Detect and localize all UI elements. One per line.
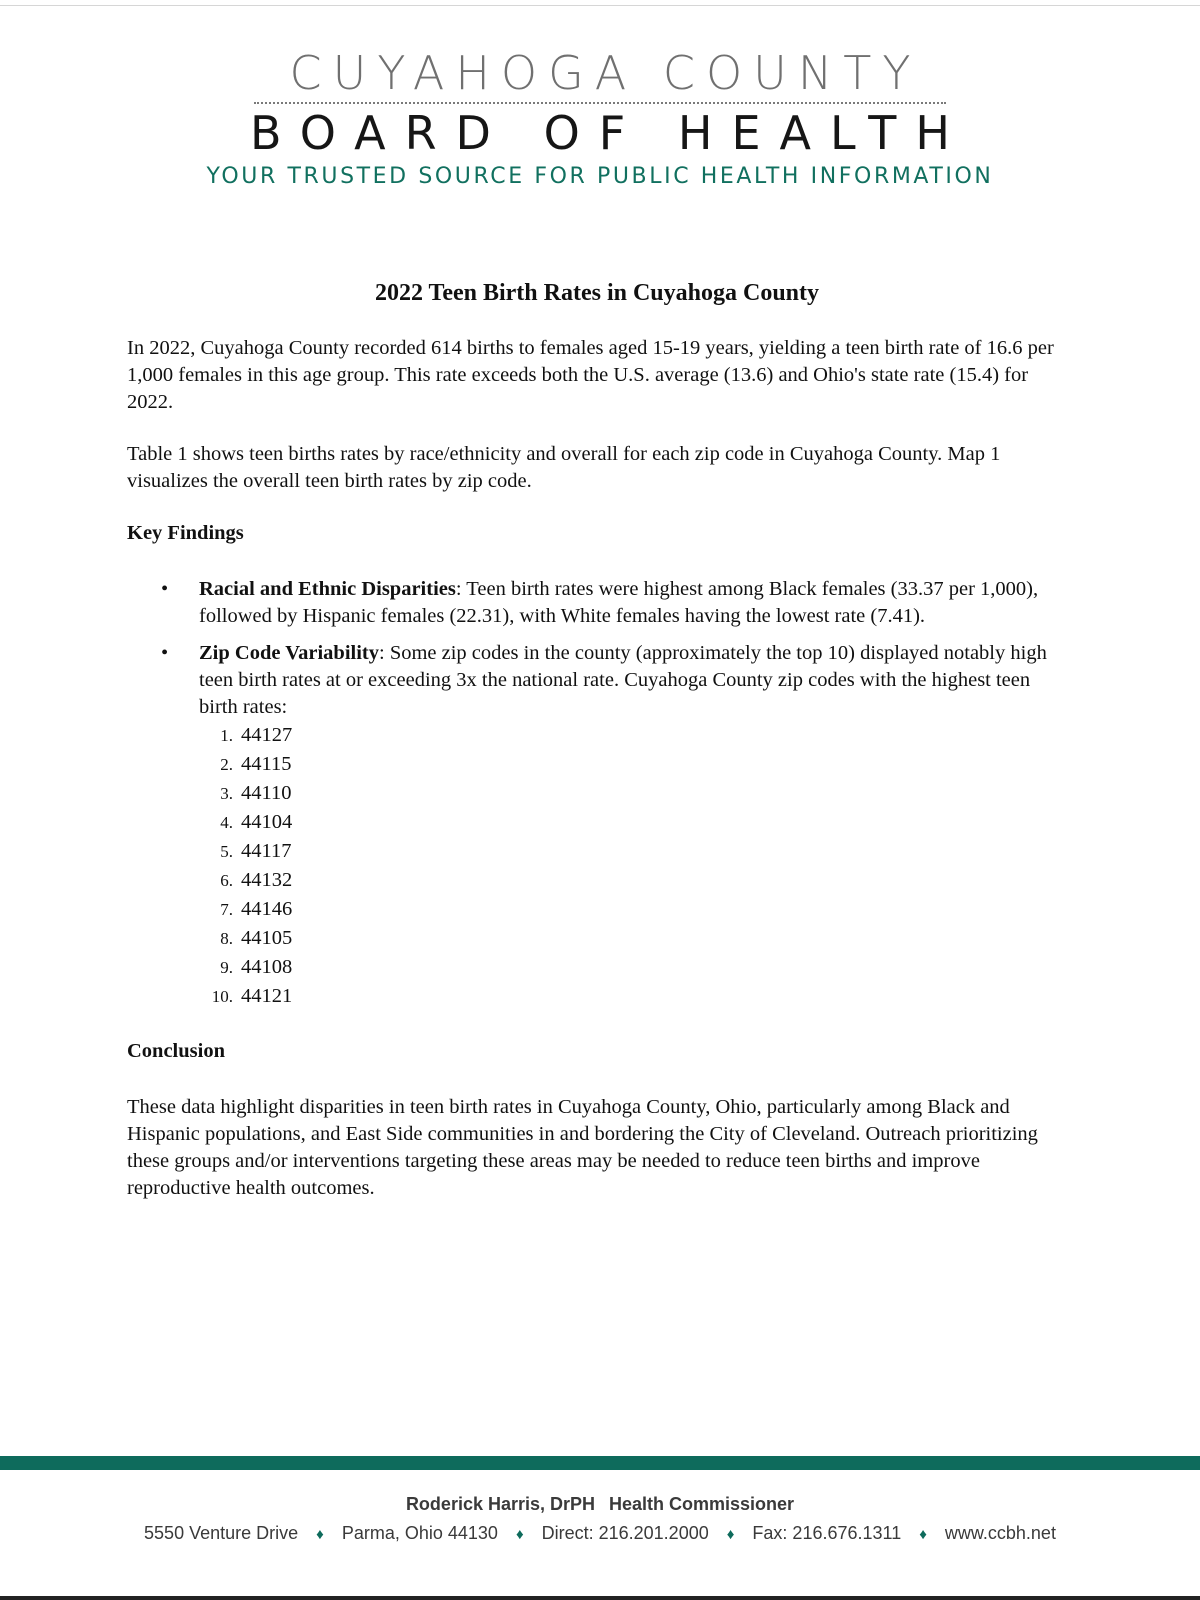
zip-code-item: [199, 924, 1065, 953]
zip-rank: 4.: [220, 813, 233, 832]
table-note-paragraph: Table 1 shows teen births rates by race/ethnicity and overall for each zip code in Cuyahoga County. Map 1 visualizes the overall teen birth rates by zip code.: [127, 443, 1001, 492]
footer-contact-line: [0, 1518, 1200, 1550]
zip-code: 44108: [241, 956, 293, 978]
zip-rank: 9.: [220, 958, 233, 977]
zip-rank: 1.: [220, 726, 233, 745]
conclusion-paragraph: These data highlight disparities in teen birth rates in Cuyahoga County, Ohio, particularly among Black and Hispanic populations, and East Side communities in and bordering the City of Cleveland. Outreach prioritizing these groups and/or interventions targeting these areas may be needed to reduce teen births and improve reproductive health outcomes.: [127, 1096, 1038, 1199]
bullet-dot: •: [161, 642, 169, 664]
finding-zip-variability: [127, 640, 1065, 1011]
zip-code: 44115: [241, 753, 292, 775]
footer-fax: Fax: 216.676.1311: [752, 1523, 902, 1543]
diamond-separator-icon: ♦: [919, 1526, 927, 1543]
zip-code-item: [199, 837, 1065, 866]
zip-code: 44132: [241, 869, 293, 891]
zip-code-item: [199, 721, 1065, 750]
footer-commissioner: [0, 1490, 1200, 1518]
footer-green-band: [0, 1456, 1200, 1470]
zip-code-item: [199, 750, 1065, 779]
bullet-dot: •: [161, 578, 169, 600]
zip-code: 44105: [241, 927, 293, 949]
top-zip-codes-list: [199, 721, 1065, 1011]
diamond-separator-icon: ♦: [515, 1526, 524, 1543]
finding-label: Zip Code Variability: [199, 642, 379, 664]
footer-address: 5550 Venture Drive: [144, 1523, 299, 1543]
letterhead: [0, 46, 1200, 192]
zip-code-item: [199, 982, 1065, 1011]
zip-rank: 10.: [211, 987, 233, 1006]
diamond-separator-icon: ♦: [316, 1526, 324, 1543]
diamond-separator-icon: ♦: [726, 1526, 735, 1543]
zip-rank: 3.: [220, 784, 233, 803]
letterhead-tagline: YOUR TRUSTED SOURCE FOR PUBLIC HEALTH INFORMATION: [206, 164, 994, 189]
key-findings-heading: Key Findings: [127, 522, 244, 544]
page-bottom-edge: [0, 1596, 1200, 1600]
intro-paragraph: In 2022, Cuyahoga County recorded 614 births to females aged 15-19 years, yielding a teen birth rate of 16.6 per 1,000 females in this age group. This rate exceeds both the U.S. average (13.6) and Ohio's state rate (15.4) for 2022.: [127, 337, 1054, 413]
zip-rank: 7.: [220, 900, 233, 919]
zip-code: 44121: [241, 985, 293, 1007]
zip-code: 44127: [241, 724, 293, 746]
zip-rank: 8.: [220, 929, 233, 948]
finding-racial-disparities: [127, 576, 1065, 630]
zip-code-item: [199, 808, 1065, 837]
page-top-border: [0, 5, 1200, 6]
finding-label: Racial and Ethnic Disparities: [199, 578, 456, 600]
zip-code: 44146: [241, 898, 293, 920]
letterhead-county-name: CUYAHOGA COUNTY: [289, 46, 922, 100]
zip-code-item: [199, 779, 1065, 808]
footer-city: Parma, Ohio 44130: [341, 1523, 498, 1543]
commissioner-role: Health Commissioner: [609, 1494, 795, 1514]
zip-code: 44110: [241, 782, 292, 804]
finding-text: : Teen birth rates were highest among Black females (33.37 per 1,000), followed by Hispanic females (22.31), with White females having the lowest rate (7.41).: [199, 578, 1039, 627]
finding-text: : Some zip codes in the county (approximately the top 10) displayed notably high teen birth rates at or exceeding 3x the national rate. Cuyahoga County zip codes with the highest teen birth rates:: [199, 642, 1047, 718]
zip-code: 44104: [241, 811, 293, 833]
zip-rank: 6.: [220, 871, 233, 890]
commissioner-name: Roderick Harris, DrPH: [405, 1494, 596, 1514]
zip-code-item: [199, 895, 1065, 924]
zip-rank: 5.: [220, 842, 233, 861]
footer-website-link[interactable]: www.ccbh.net: [944, 1523, 1056, 1543]
zip-code: 44117: [241, 840, 292, 862]
zip-code-item: [199, 866, 1065, 895]
key-findings-list: [127, 576, 1067, 1011]
letterhead-board-name: BOARD OF HEALTH: [249, 106, 969, 160]
footer-direct-phone: Direct: 216.201.2000: [541, 1523, 709, 1543]
document-body: [127, 278, 1067, 1227]
footer: [0, 1490, 1200, 1550]
conclusion-heading: Conclusion: [127, 1040, 225, 1062]
zip-rank: 2.: [220, 755, 233, 774]
zip-code-item: [199, 953, 1065, 982]
document-title: 2022 Teen Birth Rates in Cuyahoga County: [374, 280, 820, 306]
